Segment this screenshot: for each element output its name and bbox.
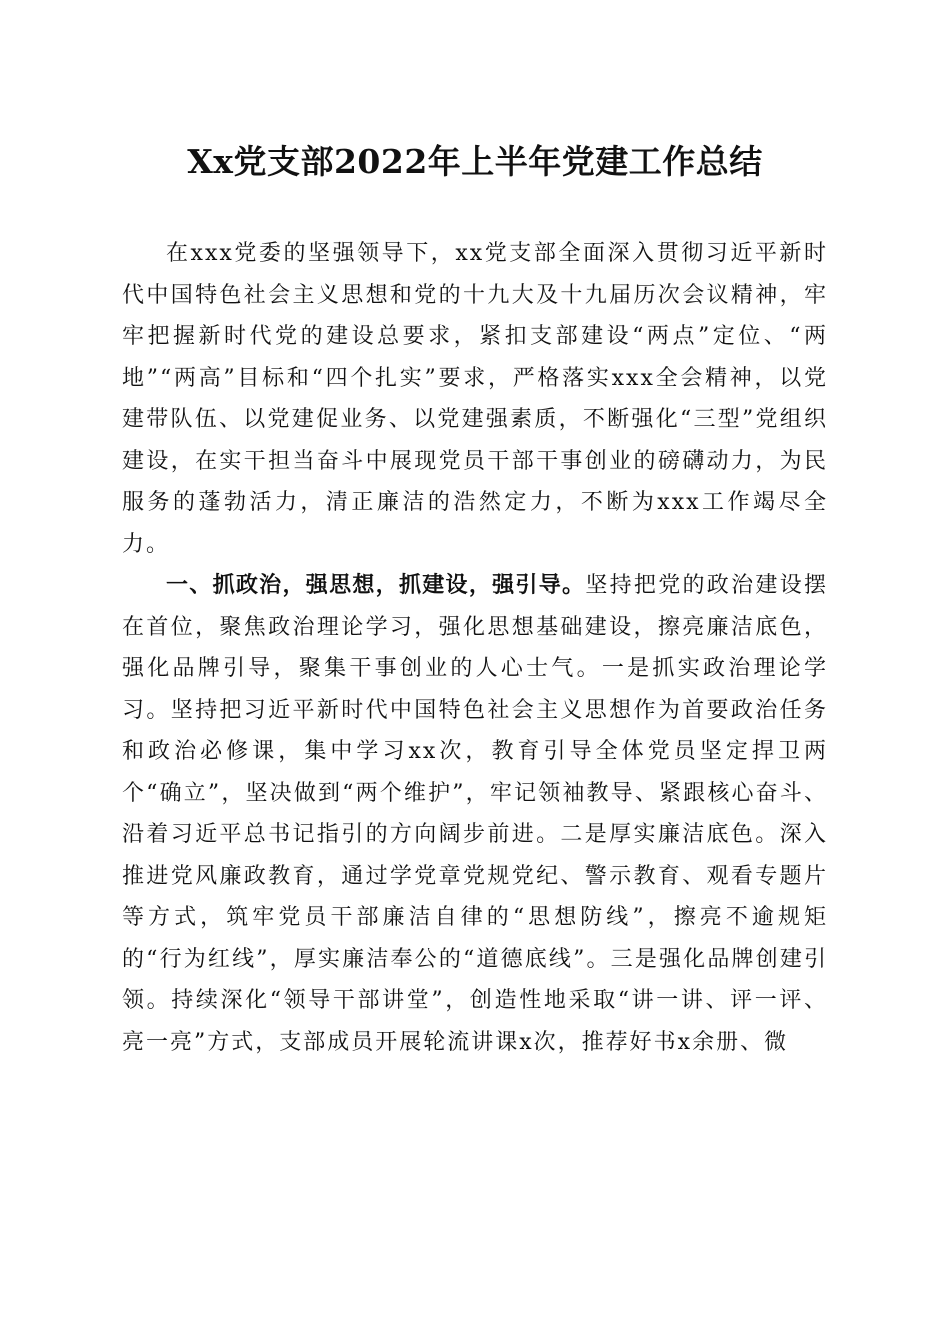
section-one-text: 坚持把党的政治建设摆在首位，聚焦政治理论学习，强化思想基础建设，擦亮廉洁底色，强化品牌引导，聚集干事创业的人心士气。一是抓实政治理论学习。坚持把习近平新时代中国特色社会主义思想作为首要政治任务和政治必修课，集中学习xx次，教育引导全体党员坚定捍卫两个“确立”，坚决做到“两个维护”，牢记领袖教导、紧跟核心奋斗、沿着习近平总书记指引的方向阔步前进。二是厚实廉洁底色。深入推进党风廉政教育，通过学党章党规党纪、警示教育、观看专题片等方式，筑牢党员干部廉洁自律的“思想防线”，擦亮不逾规矩的“行为红线”，厚实廉洁奉公的“道德底线”。三是强化品牌创建引领。持续深化“领导干部讲堂”，创造性地采取“讲一讲、评一评、亮一亮”方式，支部成员开展轮流讲课x次，推荐好书x余册、微 [122,573,828,1055]
document-body [122,233,828,1063]
intro-paragraph [122,233,828,565]
section-one-heading: 一、抓政治，强思想，抓建设，强引导。 [166,573,586,598]
section-one-paragraph [122,565,828,1063]
intro-paragraph-text: 在xxx党委的坚强领导下，xx党支部全面深入贯彻习近平新时代中国特色社会主义思想和党的十九大及十九届历次会议精神，牢牢把握新时代党的建设总要求，紧扣支部建设“两点”定位、“两地”“两高”目标和“四个扎实”要求，严格落实xxx全会精神，以党建带队伍、以党建促业务、以党建强素质，不断强化“三型”党组织建设，在实干担当奋斗中展现党员干部干事创业的磅礴动力，为民服务的蓬勃活力，清正廉洁的浩然定力，不断为xxx工作竭尽全力。 [122,241,828,557]
document-title: Xx党支部2022年上半年党建工作总结 [187,142,763,181]
